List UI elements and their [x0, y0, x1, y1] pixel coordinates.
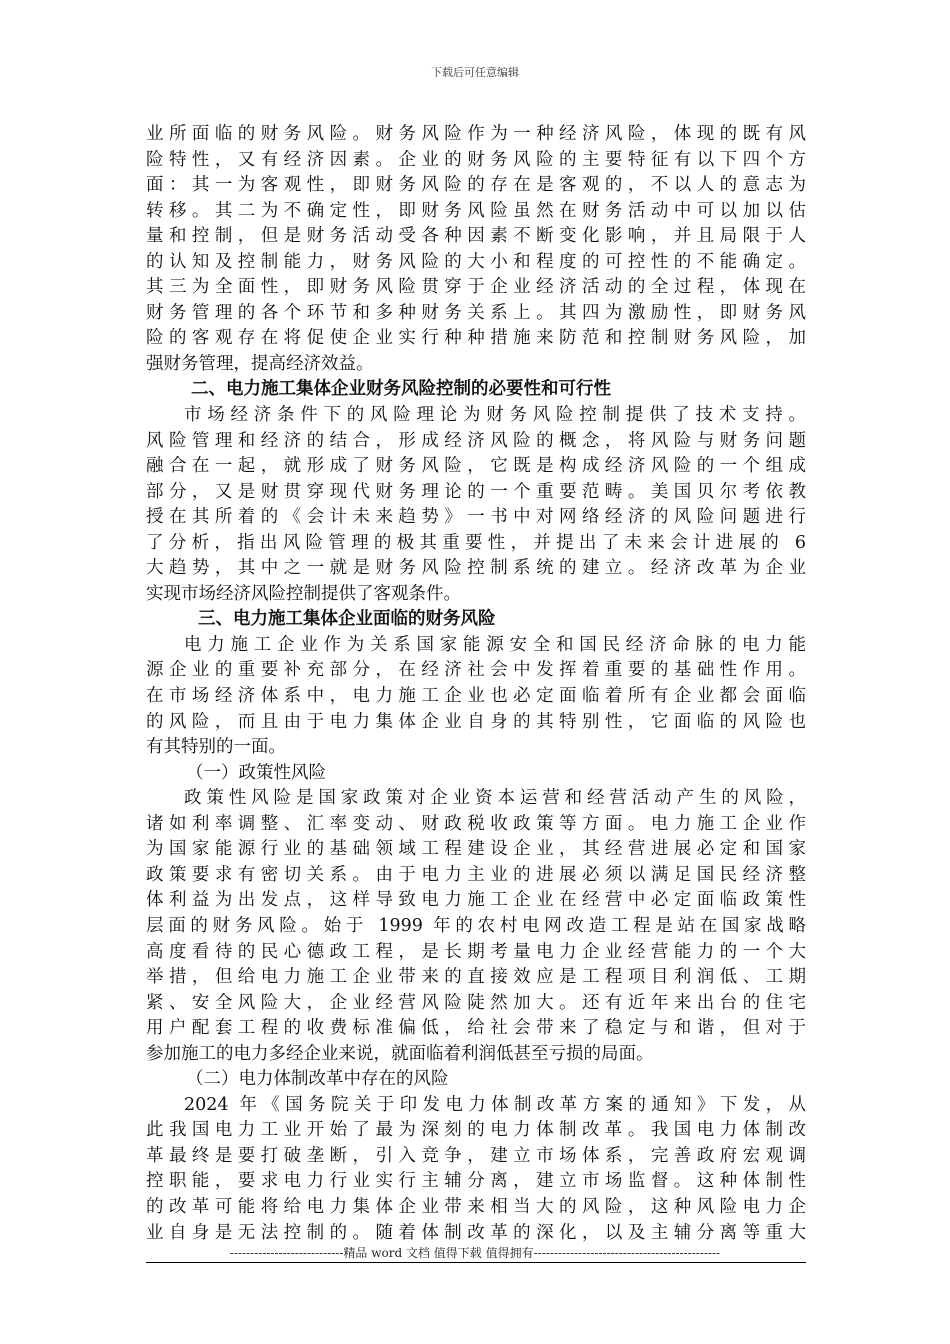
text-line: 强财务管理，提高经济效益。	[146, 353, 374, 374]
text-line: 面：其一为客观性，即财务风险的存在是客观的，不以人的意志为	[146, 175, 806, 196]
text-line: 其三为全面性，即财务风险贯穿于企业经济活动的全过程，体现在	[146, 277, 806, 298]
text-line: 政策性风险是国家政策对企业资本运营和经营活动产生的风险，	[184, 788, 806, 809]
text-line: 了分析，指出风险管理的极其重要性，并提出了未来会计进展的 6	[146, 532, 806, 553]
text-line: 在市场经济体系中，电力施工企业也必定面临着所有企业都会面临	[146, 686, 806, 707]
text-line: 用户配套工程的收费标准偏低，给社会带来了稳定与和谐，但对于	[146, 1018, 806, 1039]
text-line: 紧、安全风险大，企业经营风险陡然加大。还有近年来出台的住宅	[146, 992, 806, 1013]
text-line: 大趋势，其中之一就是财务风险控制系统的建立。经济改革为企业	[146, 558, 806, 579]
text-line: 险的客观存在将促使企业实行种种措施来防范和控制财务风险，加	[146, 328, 806, 349]
text-line: 量和控制，但是财务活动受各种因素不断变化影响，并且局限于人	[146, 226, 806, 247]
text-line: 市场经济条件下的风险理论为财务风险控制提供了技术支持。	[184, 405, 806, 426]
page-footer: ----------------------------精品 word 文档 值得下载 值得拥有----------------------------------------------	[229, 1246, 721, 1260]
text-line: 政策要求有密切关系。由于电力主业的进展必须以满足国民经济整	[146, 864, 806, 885]
subsection-heading: （一）政策性风险	[186, 762, 326, 783]
text-line: 控职能，要求电力行业实行主辅分离，建立市场监督。这种体制性	[146, 1171, 806, 1192]
text-line: 融合在一起，就形成了财务风险，它既是构成经济风险的一个组成	[146, 456, 806, 477]
section-heading: 二、电力施工集体企业财务风险控制的必要性和可行性	[191, 379, 611, 400]
footer-rule	[146, 1262, 806, 1263]
text-line: 诸如利率调整、汇率变动、财政税收政策等方面。电力施工企业作	[146, 813, 806, 834]
section-heading: 三、电力施工集体企业面临的财务风险	[198, 609, 496, 630]
text-line: 高度看待的民心德政工程，是长期考量电力企业经营能力的一个大	[146, 941, 806, 962]
text-line: 的认知及控制能力，财务风险的大小和程度的可控性的不能确定。	[146, 251, 806, 272]
text-line: 源企业的重要补充部分，在经济社会中发挥着重要的基础性作用。	[146, 660, 806, 681]
text-line: 业所面临的财务风险。财务风险作为一种经济风险，体现的既有风	[146, 124, 806, 144]
text-line: 2024 年《国务院关于印发电力体制改革方案的通知》下发，从	[184, 1094, 806, 1115]
text-line: 实现市场经济风险控制提供了客观条件。	[146, 583, 461, 604]
text-line: 转移。其二为不确定性，即财务风险虽然在财务活动中可以加以估	[146, 200, 806, 221]
text-line: 为国家能源行业的基础领域工程建设企业，其经营进展必定和国家	[146, 839, 806, 860]
page-header: 下载后可任意编辑	[431, 66, 519, 79]
text-line: 参加施工的电力多经企业来说，就面临着利润低甚至亏损的局面。	[146, 1043, 654, 1064]
document-body	[146, 122, 806, 1246]
text-line: 有其特别的一面。	[146, 737, 286, 758]
text-line: 体利益为出发点，这样导致电力施工企业在经营中必定面临政策性	[146, 890, 806, 911]
text-line: 业自身是无法控制的。随着体制改革的深化，以及主辅分离等重大	[146, 1222, 806, 1243]
text-line: 的改革可能将给电力集体企业带来相当大的风险，这种风险电力企	[146, 1196, 806, 1217]
text-line: 财务管理的各个环节和多种财务关系上。其四为激励性，即财务风	[146, 302, 806, 323]
text-line: 层面的财务风险。始于 1999 年的农村电网改造工程是站在国家战略	[146, 915, 806, 936]
text-line: 的风险，而且由于电力集体企业自身的其特别性，它面临的风险也	[146, 711, 806, 732]
text-line: 此我国电力工业开始了最为深刻的电力体制改革。我国电力体制改	[146, 1120, 806, 1141]
text-line: 部分，又是财贯穿现代财务理论的一个重要范畴。美国贝尔考依教	[146, 481, 806, 502]
text-line: 授在其所着的《会计未来趋势》一书中对网络经济的风险问题进行	[146, 507, 806, 528]
text-line: 风险管理和经济的结合，形成经济风险的概念，将风险与财务问题	[146, 430, 806, 451]
text-line: 险特性，又有经济因素。企业的财务风险的主要特征有以下四个方	[146, 149, 806, 170]
subsection-heading: （二）电力体制改革中存在的风险	[186, 1069, 449, 1090]
text-line: 革最终是要打破垄断，引入竞争，建立市场体系，完善政府宏观调	[146, 1145, 806, 1166]
text-line: 举措，但给电力施工企业带来的直接效应是工程项目利润低、工期	[146, 967, 806, 988]
text-line: 电力施工企业作为关系国家能源安全和国民经济命脉的电力能	[184, 634, 806, 655]
